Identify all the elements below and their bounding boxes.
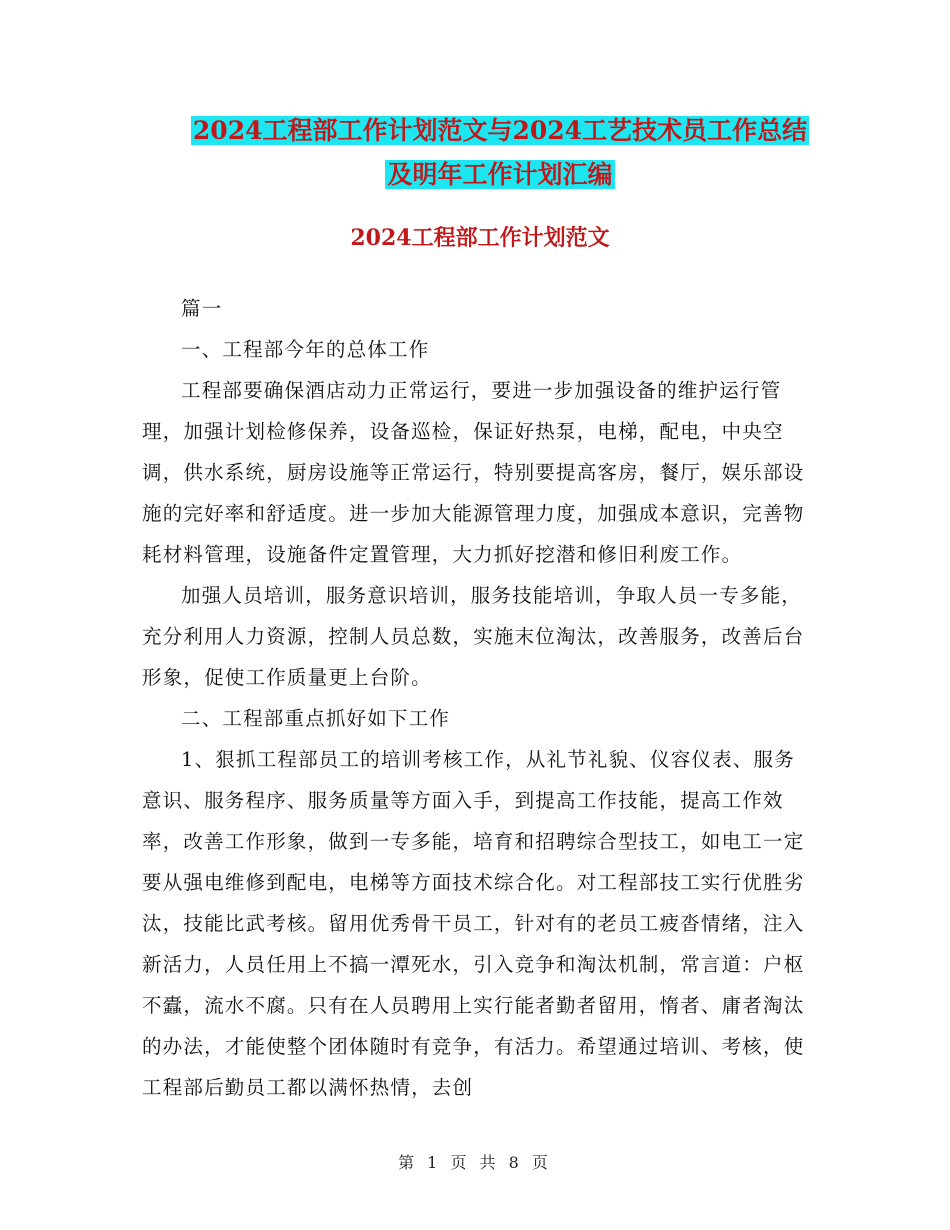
title-highlight-2: 及明年工作计划汇编 — [387, 160, 613, 189]
title-highlight-1: 2024工程部工作计划范文与2024工艺技术员工作总结 — [192, 116, 808, 145]
paragraph: 一、工程部今年的总体工作 — [181, 338, 430, 361]
page-footer: 第 1 页 共 8 页 — [398, 1153, 552, 1172]
document-body — [142, 288, 810, 1108]
document-title-line-1 — [100, 108, 900, 154]
document-title-line-2 — [100, 152, 900, 198]
section-title: 2024工程部工作计划范文 — [350, 225, 610, 251]
paragraph: 加强人员培训，服务意识培训，服务技能培训，争取人员一专多能，充分利用人力资源，控制人员总数，实施末位淘汰，改善服务，改善后台形象，促使工作质量更上台阶。 — [142, 584, 805, 689]
paragraph: 1、狠抓工程部员工的培训考核工作，从礼节礼貌、仪容仪表、服务意识、服务程序、服务质量等方面入手，到提高工作技能，提高工作效率，改善工作形象，做到一专多能，培育和招聘综合型技工，如电工一定要从强电维修到配电，电梯等方面技术综合化。对工程部技工实行优胜劣汰，技能比武考核。留用优秀骨干员工，针对有的老员工疲沓情绪，注入新活力，人员任用上不搞一潭死水，引入竞争和淘汰机制，常言道：户枢不蠹，流水不腐。只有在人员聘用上实行能者勤者留用，惰者、庸者淘汰的办法，才能使整个团体随时有竞争，有活力。希望通过培训、考核，使工程部后勤员工都以满怀热情，去创 — [142, 748, 805, 1099]
paragraph: 二、工程部重点抓好如下工作 — [181, 707, 451, 730]
paragraph: 工程部要确保酒店动力正常运行，要进一步加强设备的维护运行管理，加强计划检修保养，设备巡检，保证好热泵，电梯，配电，中央空调，供水系统，厨房设施等正常运行，特别要提高客房，餐厅，娱乐部设施的完好率和舒适度。进一步加大能源管理力度，加强成本意识，完善物耗材料管理，设施备件定置管理，大力抓好挖潜和修旧利废工作。 — [142, 379, 805, 566]
paragraph: 篇一 — [181, 297, 223, 320]
